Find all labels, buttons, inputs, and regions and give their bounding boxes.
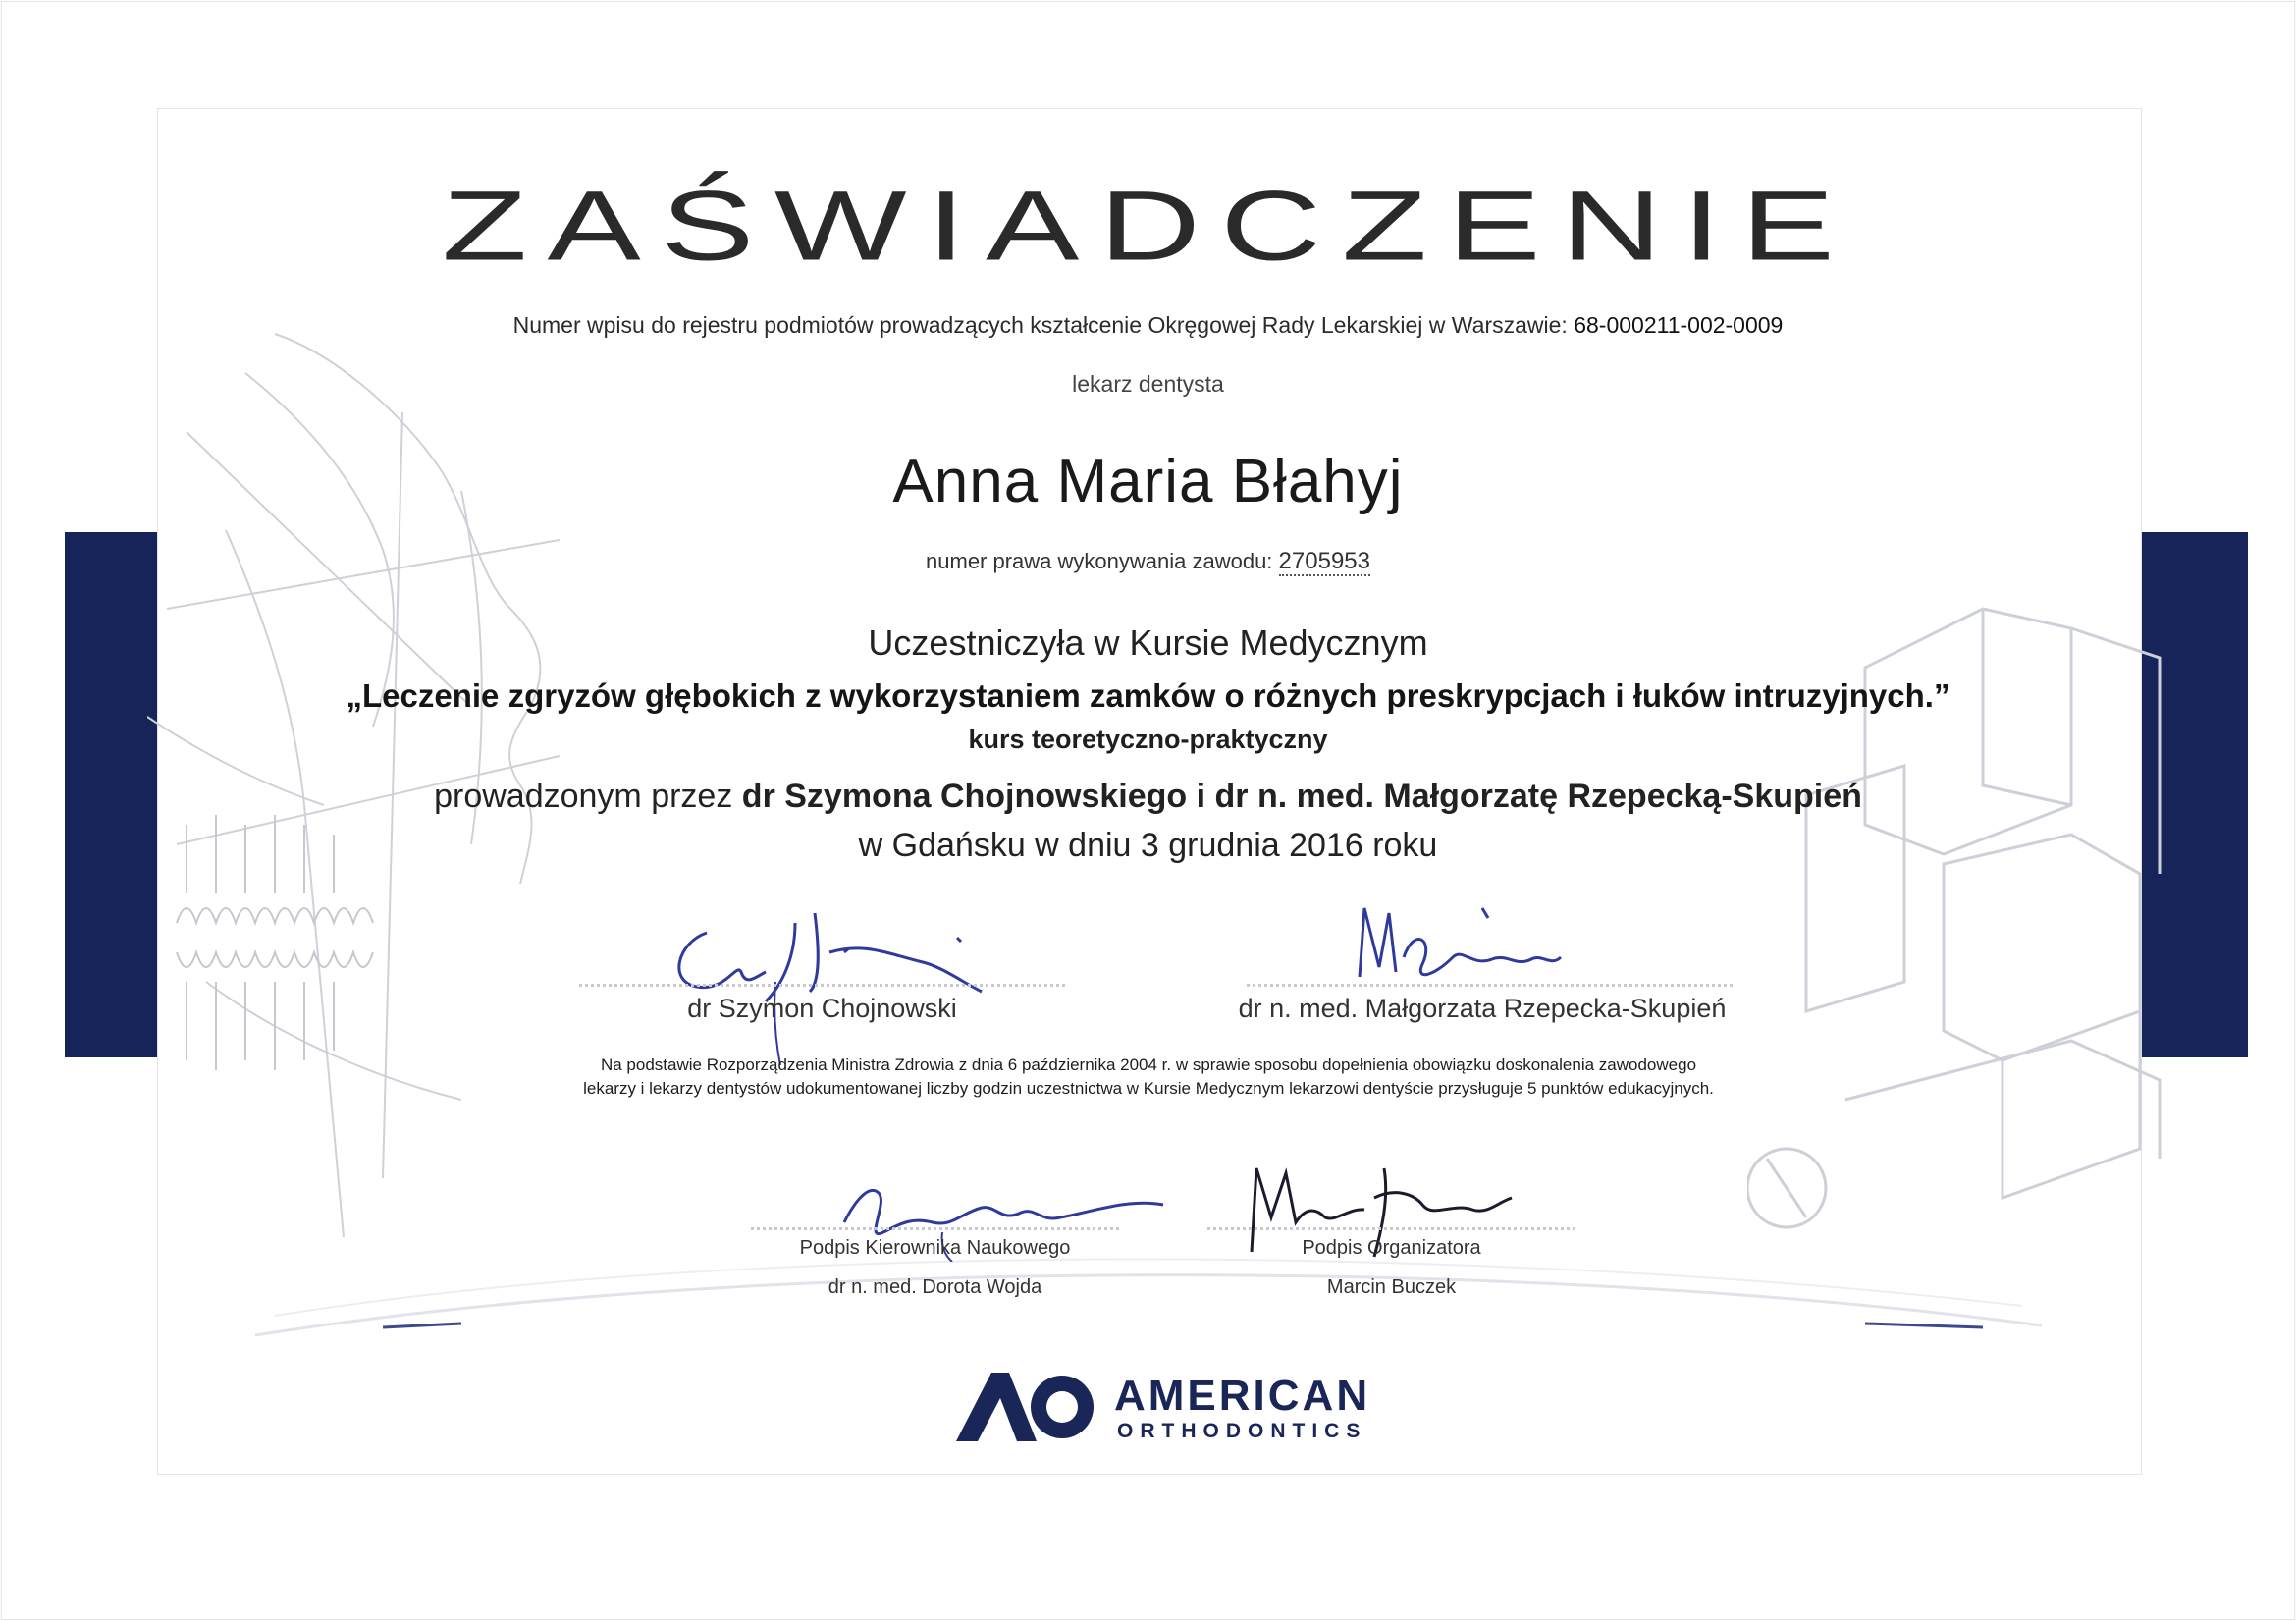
organizer-role: Podpis Organizatora — [1302, 1237, 1481, 1259]
lecturers-line — [0, 778, 2296, 816]
license-label: numer prawa wykonywania zawodu: — [926, 549, 1273, 573]
license-number: 2705953 — [1278, 548, 1370, 574]
scientific-director-role: Podpis Kierownika Naukowego — [799, 1237, 1071, 1259]
signature-line-lecturer-2 — [1247, 984, 1733, 987]
registry-number: 68-000211-002-0009 — [1574, 312, 1784, 338]
legal-note — [550, 1054, 1747, 1101]
lecturer-2-name: dr n. med. Małgorzata Rzepecka-Skupień — [1238, 994, 1727, 1023]
profession: lekarz dentysta — [1072, 371, 1224, 397]
course-title: „Leczenie zgryzów głębokich z wykorzystaniem zamków o różnych preskrypcjach i łuków intruzyjnych.” — [346, 677, 1950, 714]
course-type: kurs teoretyczno-praktyczny — [968, 725, 1328, 754]
organizer-name: Marcin Buczek — [1326, 1276, 1457, 1298]
license-line — [0, 548, 2296, 575]
signature-line-organizer — [1207, 1227, 1575, 1230]
lecturers-prefix: prowadzonym przez — [434, 778, 733, 815]
certificate-title: ZAŚWIADCZENIE — [441, 170, 1855, 282]
brand-subtitle: ORTHODONTICS — [1117, 1420, 1367, 1442]
place-date: w Gdańsku w dniu 3 grudnia 2016 roku — [858, 827, 1438, 864]
signature-line-lecturer-1 — [579, 984, 1065, 987]
lecturers-names: dr Szymona Chojnowskiego i dr n. med. Małgorzatę Rzepecką-Skupień — [741, 778, 1862, 815]
lecturer-1-name: dr Szymon Chojnowski — [687, 994, 957, 1023]
brand-name: AMERICAN — [1114, 1372, 1371, 1420]
legal-note-line-1: Na podstawie Rozporządzenia Ministra Zdrowia z dnia 6 października 2004 r. w sprawie sposobu dopełnienia obowiązku doskonalenia zawodowego — [600, 1055, 1697, 1074]
signature-line-scientific-director — [751, 1227, 1119, 1230]
scientific-director-name: dr n. med. Dorota Wojda — [828, 1276, 1042, 1298]
registry-text: Numer wpisu do rejestru podmiotów prowadzących kształcenie Okręgowej Rady Lekarskiej w Warszawie: — [512, 312, 1568, 338]
participation-text: Uczestniczyła w Kursie Medycznym — [868, 622, 1428, 663]
recipient-name: Anna Maria Błahyj — [892, 448, 1404, 515]
registry-line — [0, 312, 2296, 339]
legal-note-line-2: lekarzy i lekarzy dentystów udokumentowanej liczby godzin uczestnictwa w Kursie Medycznym lekarzowi dentyście przysługuje 5 punktów edukacyjnych. — [583, 1079, 1714, 1098]
